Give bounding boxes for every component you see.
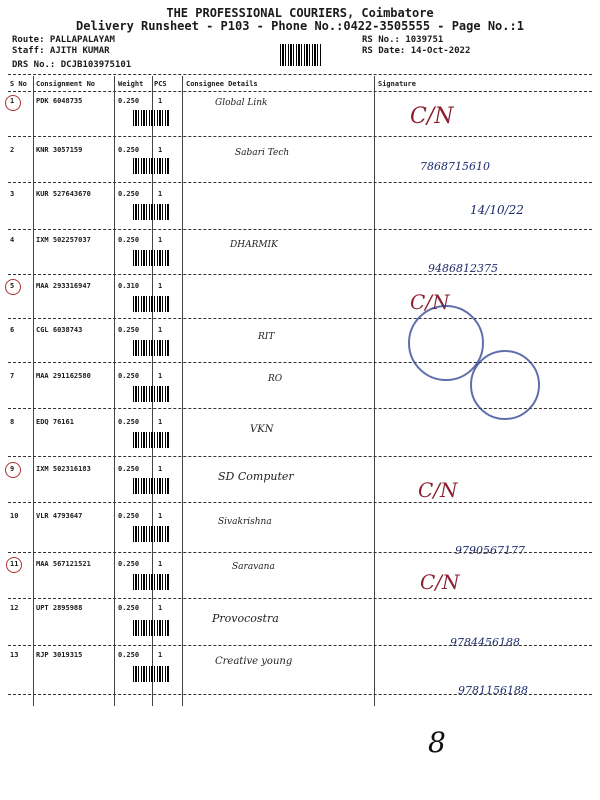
- row-consignment: PDK 6048735: [36, 97, 83, 105]
- col-pcs: PCS: [154, 80, 167, 88]
- row-rule: [8, 645, 592, 646]
- page-mark: 8: [428, 726, 446, 759]
- barcode-icon: [133, 620, 169, 636]
- col-weight: Weight: [118, 80, 144, 88]
- row-rule: [8, 502, 592, 503]
- consignee-details: Sivakrishna: [218, 517, 272, 527]
- consignee-details: RO: [268, 374, 283, 384]
- row-pcs: 1: [158, 418, 163, 426]
- row-rule: [8, 456, 592, 457]
- row-pcs: 1: [158, 651, 163, 659]
- table-row: [8, 604, 592, 624]
- row-rule: [8, 229, 592, 230]
- row-consignment: IXM 502257037: [36, 236, 91, 244]
- signature-mark: 7868715610: [420, 160, 490, 173]
- row-pcs: 1: [158, 560, 163, 568]
- barcode-icon: [133, 110, 169, 126]
- table-row: [8, 418, 592, 438]
- row-consignment: UPT 2895988: [36, 604, 83, 612]
- consignee-details: VKN: [250, 424, 274, 435]
- table-row: [8, 146, 592, 166]
- row-sno: 6: [10, 326, 15, 334]
- row-weight: 0.250: [118, 418, 140, 426]
- company-title: THE PROFESSIONAL COURIERS, Coimbatore: [166, 6, 434, 20]
- consignee-details: RIT: [258, 332, 275, 342]
- stamp-icon: [470, 350, 540, 420]
- row-pcs: 1: [158, 282, 163, 290]
- consignee-details: DHARMIK: [230, 240, 278, 250]
- staff-label: Staff: AJITH KUMAR: [12, 46, 110, 56]
- row-pcs: 1: [158, 372, 163, 380]
- row-sno: 7: [10, 372, 15, 380]
- consignee-details: SD Computer: [218, 470, 294, 483]
- rs-number: RS No.: 1039751: [362, 35, 444, 45]
- col-consignee: Consignee Details: [186, 80, 258, 88]
- row-weight: 0.250: [118, 236, 140, 244]
- row-sno: 10: [10, 512, 19, 520]
- row-pcs: 1: [158, 326, 163, 334]
- row-sno: 13: [10, 651, 19, 659]
- consignee-details: Provocostra: [212, 612, 279, 625]
- table-row: [8, 97, 592, 117]
- signature-mark: 9486812375: [428, 262, 498, 275]
- rs-date: RS Date: 14-Oct-2022: [362, 46, 471, 56]
- consignee-details: Saravana: [232, 562, 275, 572]
- barcode-icon: [133, 296, 169, 312]
- row-sno: 3: [10, 190, 15, 198]
- row-sno: 8: [10, 418, 15, 426]
- row-consignment: MAA 293316947: [36, 282, 91, 290]
- signature-mark: C/N: [410, 290, 450, 314]
- table-row: [8, 282, 592, 302]
- row-consignment: KUR 527643670: [36, 190, 91, 198]
- row-sno: 1: [10, 97, 15, 105]
- row-weight: 0.250: [118, 512, 140, 520]
- barcode-icon: [280, 44, 322, 66]
- col-consignment: Consignment No: [36, 80, 96, 88]
- signature-mark: C/N: [410, 104, 454, 129]
- runsheet-subtitle: Delivery Runsheet - P103 - Phone No.:0422-3505555 - Page No.:1: [76, 19, 524, 33]
- row-weight: 0.250: [118, 604, 140, 612]
- barcode-icon: [133, 574, 169, 590]
- highlight-circle-icon: [5, 95, 21, 111]
- row-pcs: 1: [158, 236, 163, 244]
- col-signature: Signature: [378, 80, 416, 88]
- barcode-icon: [133, 204, 169, 220]
- signature-mark: C/N: [418, 478, 458, 502]
- barcode-icon: [133, 666, 169, 682]
- row-consignment: RJP 3019315: [36, 651, 83, 659]
- row-weight: 0.250: [118, 146, 140, 154]
- consignee-details: Global Link: [215, 98, 268, 108]
- barcode-icon: [133, 386, 169, 402]
- header-bottom-rule: [8, 91, 592, 92]
- row-weight: 0.250: [118, 651, 140, 659]
- row-sno: 12: [10, 604, 19, 612]
- barcode-icon: [133, 478, 169, 494]
- table-row: [8, 465, 592, 485]
- row-consignment: VLR 4793647: [36, 512, 83, 520]
- row-pcs: 1: [158, 190, 163, 198]
- row-sno: 4: [10, 236, 15, 244]
- signature-mark: 9790567177: [455, 544, 525, 557]
- row-rule: [8, 182, 592, 183]
- row-rule: [8, 552, 592, 553]
- row-consignment: KNR 3057159: [36, 146, 83, 154]
- row-rule: [8, 274, 592, 275]
- row-consignment: EDQ 76161: [36, 418, 74, 426]
- row-consignment: IXM 502316183: [36, 465, 91, 473]
- row-weight: 0.250: [118, 560, 140, 568]
- table-row: [8, 236, 592, 256]
- row-weight: 0.250: [118, 465, 140, 473]
- table-row: [8, 512, 592, 532]
- barcode-icon: [133, 340, 169, 356]
- row-pcs: 1: [158, 97, 163, 105]
- row-sno: 9: [10, 465, 15, 473]
- row-rule: [8, 694, 592, 695]
- barcode-icon: [133, 526, 169, 542]
- row-weight: 0.250: [118, 372, 140, 380]
- row-consignment: MAA 567121521: [36, 560, 91, 568]
- table-row: [8, 560, 592, 580]
- row-weight: 0.250: [118, 326, 140, 334]
- consignee-details: Sabari Tech: [235, 148, 290, 158]
- col-sno: S No: [10, 80, 27, 88]
- route-label: Route: PALLAPALAYAM: [12, 35, 115, 45]
- row-sno: 11: [10, 560, 19, 568]
- row-sno: 2: [10, 146, 15, 154]
- row-rule: [8, 598, 592, 599]
- drs-number: DRS No.: DCJB103975101: [12, 60, 132, 70]
- row-consignment: CGL 6038743: [36, 326, 83, 334]
- row-weight: 0.250: [118, 190, 140, 198]
- row-consignment: MAA 291162580: [36, 372, 91, 380]
- row-pcs: 1: [158, 465, 163, 473]
- barcode-icon: [133, 432, 169, 448]
- row-weight: 0.250: [118, 97, 140, 105]
- row-weight: 0.310: [118, 282, 140, 290]
- row-rule: [8, 136, 592, 137]
- signature-mark: 9784456188: [450, 636, 520, 649]
- row-pcs: 1: [158, 512, 163, 520]
- consignee-details: Creative young: [215, 656, 293, 667]
- signature-mark: 14/10/22: [470, 203, 524, 217]
- row-pcs: 1: [158, 604, 163, 612]
- signature-mark: 9781156188: [458, 684, 528, 697]
- row-sno: 5: [10, 282, 15, 290]
- signature-mark: C/N: [420, 570, 460, 594]
- row-rule: [8, 318, 592, 319]
- header-top-rule: [8, 74, 592, 75]
- barcode-icon: [133, 158, 169, 174]
- barcode-icon: [133, 250, 169, 266]
- table-row: [8, 326, 592, 346]
- row-pcs: 1: [158, 146, 163, 154]
- table-row: [8, 651, 592, 671]
